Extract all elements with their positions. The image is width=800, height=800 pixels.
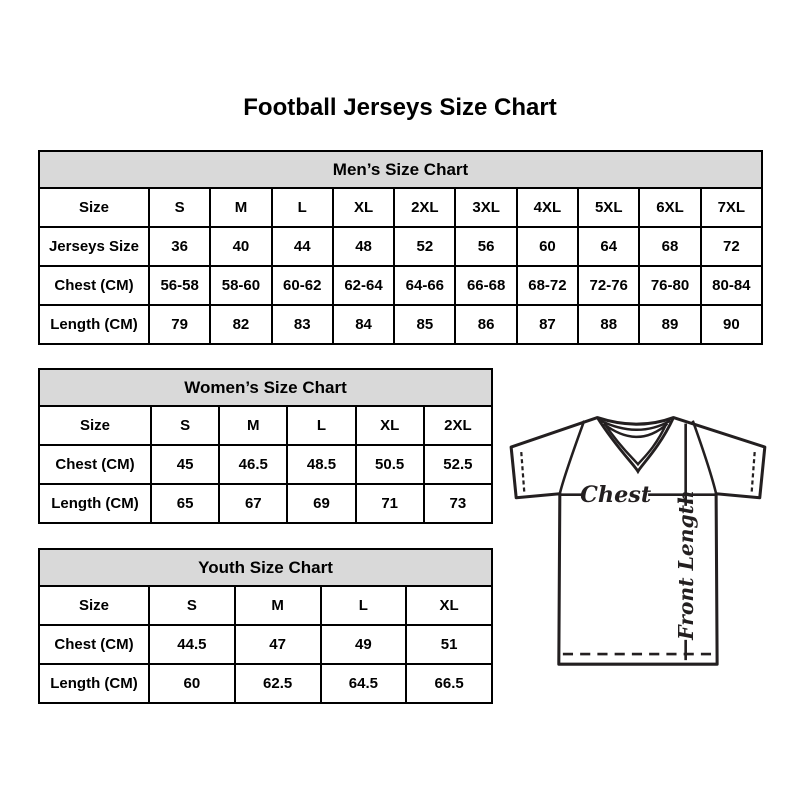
value-cell: 44	[272, 227, 333, 266]
table-title: Women’s Size Chart	[39, 369, 492, 406]
table-row	[39, 227, 762, 266]
value-cell: 46.5	[219, 445, 287, 484]
value-cell: 86	[455, 305, 516, 344]
value-cell: 48	[333, 227, 394, 266]
table-title: Youth Size Chart	[39, 549, 492, 586]
value-cell: 60	[149, 664, 235, 703]
shirt-outline	[511, 418, 765, 665]
value-cell: 79	[149, 305, 210, 344]
value-cell: 60	[517, 227, 578, 266]
value-cell: 52	[394, 227, 455, 266]
value-cell: M	[235, 586, 321, 625]
value-cell: 44.5	[149, 625, 235, 664]
page-title: Football Jerseys Size Chart	[243, 94, 557, 121]
row-label-cell: Length (CM)	[39, 484, 151, 523]
table-row	[39, 188, 762, 227]
row-label-cell: Chest (CM)	[39, 445, 151, 484]
value-cell: 72-76	[578, 266, 639, 305]
row-label-cell: Chest (CM)	[39, 625, 149, 664]
row-label-cell: Size	[39, 586, 149, 625]
chest-label: Chest	[580, 481, 652, 508]
value-cell: 48.5	[287, 445, 355, 484]
value-cell: 84	[333, 305, 394, 344]
value-cell: 52.5	[424, 445, 492, 484]
value-cell: 6XL	[639, 188, 700, 227]
table-row	[39, 586, 492, 625]
value-cell: S	[151, 406, 219, 445]
value-cell: M	[210, 188, 271, 227]
value-cell: 40	[210, 227, 271, 266]
value-cell: 71	[356, 484, 424, 523]
jersey-measurement-diagram	[503, 403, 777, 693]
value-cell: XL	[356, 406, 424, 445]
row-label-cell: Size	[39, 188, 149, 227]
value-cell: 4XL	[517, 188, 578, 227]
row-label-cell: Size	[39, 406, 151, 445]
womens-size-table	[38, 368, 493, 524]
value-cell: 85	[394, 305, 455, 344]
value-cell: 64	[578, 227, 639, 266]
value-cell: 51	[406, 625, 492, 664]
value-cell: 49	[321, 625, 407, 664]
value-cell: 88	[578, 305, 639, 344]
value-cell: 3XL	[455, 188, 516, 227]
row-label-cell: Chest (CM)	[39, 266, 149, 305]
jersey-outline-svg	[503, 403, 777, 693]
value-cell: 50.5	[356, 445, 424, 484]
value-cell: 62-64	[333, 266, 394, 305]
value-cell: XL	[333, 188, 394, 227]
mens-size-table	[38, 150, 763, 345]
value-cell: 64.5	[321, 664, 407, 703]
value-cell: S	[149, 188, 210, 227]
value-cell: 56-58	[149, 266, 210, 305]
value-cell: 64-66	[394, 266, 455, 305]
value-cell: 69	[287, 484, 355, 523]
table-row	[39, 484, 492, 523]
value-cell: 66-68	[455, 266, 516, 305]
value-cell: 90	[701, 305, 762, 344]
value-cell: 65	[151, 484, 219, 523]
table-row	[39, 445, 492, 484]
value-cell: 83	[272, 305, 333, 344]
value-cell: 5XL	[578, 188, 639, 227]
value-cell: 56	[455, 227, 516, 266]
value-cell: 68-72	[517, 266, 578, 305]
value-cell: L	[272, 188, 333, 227]
value-cell: L	[287, 406, 355, 445]
value-cell: 36	[149, 227, 210, 266]
value-cell: S	[149, 586, 235, 625]
value-cell: M	[219, 406, 287, 445]
youth-size-table	[38, 548, 493, 704]
value-cell: 82	[210, 305, 271, 344]
value-cell: 76-80	[639, 266, 700, 305]
value-cell: 68	[639, 227, 700, 266]
table-row	[39, 305, 762, 344]
row-label-cell: Length (CM)	[39, 664, 149, 703]
value-cell: 7XL	[701, 188, 762, 227]
row-label-cell: Length (CM)	[39, 305, 149, 344]
value-cell: 47	[235, 625, 321, 664]
value-cell: 80-84	[701, 266, 762, 305]
table-title: Men’s Size Chart	[39, 151, 762, 188]
table-row	[39, 266, 762, 305]
front-length-label: Front Length	[673, 490, 698, 640]
value-cell: 62.5	[235, 664, 321, 703]
value-cell: 66.5	[406, 664, 492, 703]
value-cell: 87	[517, 305, 578, 344]
value-cell: 73	[424, 484, 492, 523]
value-cell: 2XL	[424, 406, 492, 445]
value-cell: 2XL	[394, 188, 455, 227]
value-cell: 58-60	[210, 266, 271, 305]
table-row	[39, 664, 492, 703]
value-cell: 67	[219, 484, 287, 523]
value-cell: 45	[151, 445, 219, 484]
row-label-cell: Jerseys Size	[39, 227, 149, 266]
value-cell: L	[321, 586, 407, 625]
table-row	[39, 406, 492, 445]
value-cell: XL	[406, 586, 492, 625]
value-cell: 60-62	[272, 266, 333, 305]
table-row	[39, 625, 492, 664]
value-cell: 72	[701, 227, 762, 266]
value-cell: 89	[639, 305, 700, 344]
